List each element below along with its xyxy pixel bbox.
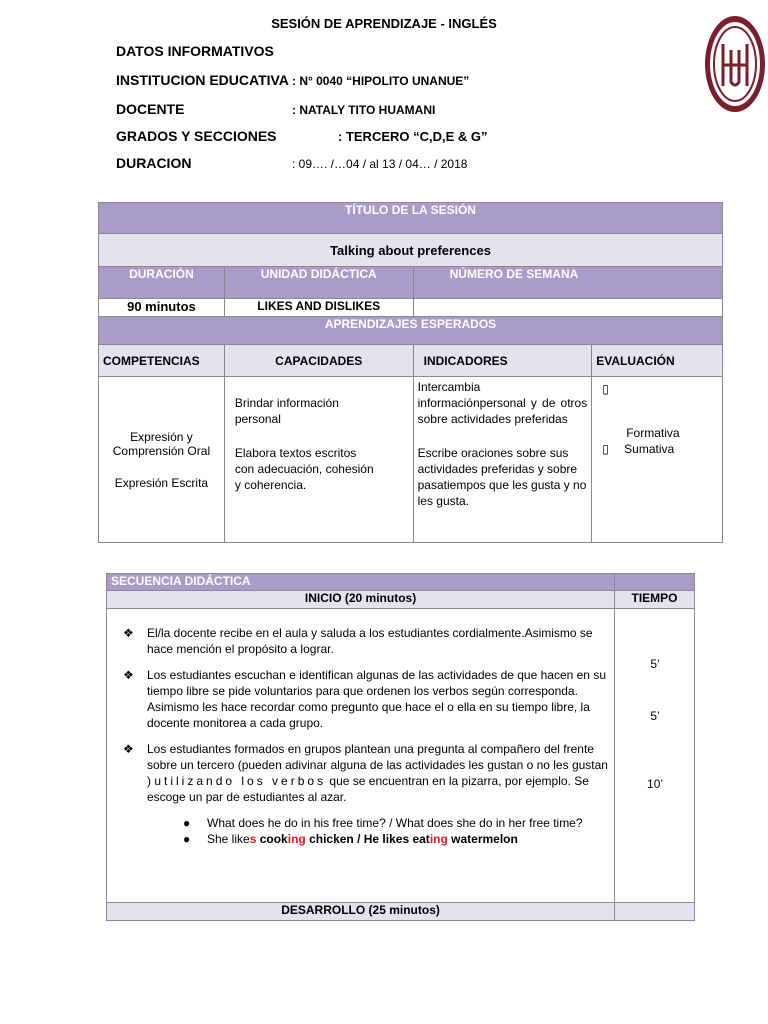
tiempo-2: 5’ [650, 709, 660, 723]
tiempo-1: 5’ [650, 657, 660, 671]
checkbox-icon: ▯ [602, 382, 609, 396]
capacidad-1: Brindar información personal [234, 396, 339, 426]
bullet-icon: ● [183, 816, 191, 830]
secuencia-header: SECUENCIA DIDÁCTICA [107, 574, 615, 591]
titulo-header: TÍTULO DE LA SESIÓN [99, 203, 723, 234]
inicio-item-3 [147, 741, 608, 805]
question-1: What does he do in his free time? / What does she do in her free time? [207, 816, 583, 830]
duracion-value: : 09…. /…04 / al 13 / 04… / 2018 [292, 157, 468, 171]
semana-cell [413, 299, 722, 317]
list-item [123, 831, 608, 847]
inicio-header: INICIO (20 minutos) [107, 591, 615, 609]
diamond-bullet-icon: ❖ [123, 626, 134, 640]
q2-part: chicken / He likes eat [305, 832, 430, 846]
docente-label: DOCENTE [116, 101, 185, 117]
evaluacion-formativa: Formativa [626, 426, 680, 440]
capacidades-header: CAPACIDADES [224, 345, 413, 377]
session-table [98, 202, 723, 543]
inicio-item-3-a: Los estudiantes formados en grupos plantean una pregunta al compañero del frente sobre un tercero (pueden adivinar alguna de las actividades les gustan o no les gustan ) [147, 742, 608, 788]
evaluacion-cell [592, 377, 723, 543]
desarrollo-tiempo [615, 903, 695, 921]
inicio-item-3-b: utilizando los verbos [154, 774, 327, 788]
unidad-cell: LIKES AND DISLIKES [224, 299, 413, 317]
diamond-bullet-icon: ❖ [123, 742, 134, 756]
aprendizajes-header: APRENDIZAJES ESPERADOS [99, 317, 723, 345]
duracion-label: DURACION [116, 155, 192, 171]
inicio-item-1: El/la docente recibe en el aula y saluda a los estudiantes cordialmente.Asimismo se hace mención el propósito a lograr. [147, 626, 593, 656]
indicadores-header: INDICADORES [413, 345, 592, 377]
page-title: SESIÓN DE APRENDIZAJE - INGLÉS [271, 16, 497, 31]
q2-part: s [249, 832, 257, 846]
indicadores-cell [413, 377, 592, 543]
bullet-icon: ● [183, 832, 191, 846]
session-title: Talking about preferences [99, 234, 723, 267]
desarrollo-header: DESARROLLO (25 minutos) [107, 903, 615, 921]
institucion-label: INSTITUCION EDUCATIVA [116, 72, 289, 88]
q2-part: She like [207, 832, 250, 846]
tiempo-3: 10’ [647, 777, 664, 791]
duracion-cell: 90 minutos [99, 299, 225, 317]
checkbox-icon: ▯ [602, 442, 609, 456]
list-item [123, 815, 608, 831]
list-item [123, 741, 608, 805]
q2-part: ing [429, 832, 448, 846]
evaluacion-sumativa: Sumativa [624, 442, 675, 456]
competencias-cell [99, 377, 225, 543]
competencias-header: COMPETENCIAS [99, 345, 225, 377]
inicio-item-2: Los estudiantes escuchan e identifican algunas de las actividades de que hacen en su tiempo libre se pide voluntarios para que ordenen los verbos según corresponda. Asimismo les hace recordar como pregunto que hace el o ella en su tiempo libre, la docente monitorea a cada grupo. [147, 668, 606, 730]
list-item [123, 625, 608, 657]
inicio-item-3-c: que se encuentran en la pizarra, por ejemplo. Se escoge un par de estudiantes al azar. [147, 774, 589, 804]
grados-value: : TERCERO “C,D,E & G” [338, 129, 488, 144]
duracion-header: DURACIÓN [99, 267, 225, 299]
list-item [123, 667, 608, 731]
docente-value: : NATALY TITO HUAMANI [292, 103, 436, 117]
evaluacion-sumativa-row [596, 441, 718, 457]
competencia-escrita: Expresión Escrita [114, 475, 209, 490]
competencia-oral: Expresión y Comprensión Oral [112, 429, 211, 458]
inicio-content [107, 609, 615, 903]
secuencia-table [106, 573, 695, 921]
q2-part: cook [256, 832, 288, 846]
q2-part: watermelon [447, 832, 518, 846]
question-2 [207, 831, 518, 847]
institucion-value: : N° 0040 “HIPOLITO UNANUE” [292, 74, 470, 88]
datos-informativos-label: DATOS INFORMATIVOS [116, 43, 274, 59]
indicador-1: Intercambia informaciónpersonal y de otros sobre actividades preferidas [417, 380, 588, 426]
secuencia-header-empty [615, 574, 695, 591]
evaluacion-header: EVALUACIÓN [592, 345, 723, 377]
tiempo-header: TIEMPO [615, 591, 695, 609]
grados-label: GRADOS Y SECCIONES [116, 128, 277, 144]
school-logo [704, 14, 766, 114]
capacidad-2: Elabora textos escritos con adecuación, cohesión y coherencia. [234, 446, 374, 492]
capacidades-cell [224, 377, 413, 543]
diamond-bullet-icon: ❖ [123, 668, 134, 682]
tiempo-cell [615, 609, 695, 903]
q2-part: ing [287, 832, 306, 846]
semana-header: NÚMERO DE SEMANA [413, 267, 722, 299]
unidad-header: UNIDAD DIDÁCTICA [224, 267, 413, 299]
indicador-2: Escribe oraciones sobre sus actividades preferidas y sobre pasatiempos que les gusta y no les gusta. [417, 446, 587, 508]
